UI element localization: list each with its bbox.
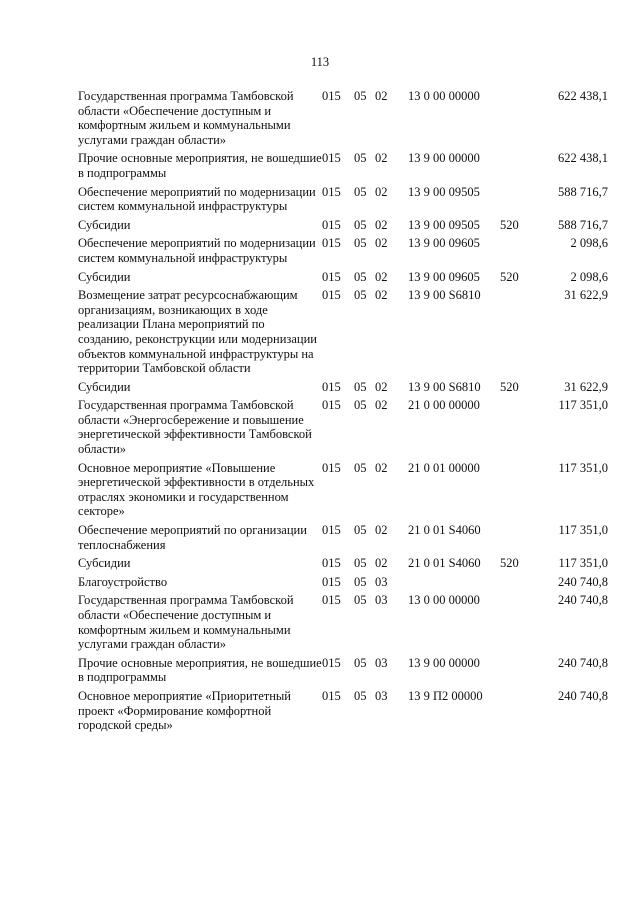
row-grbs-code: 015 [322, 184, 341, 199]
row-amount: 240 740,8 [558, 574, 608, 589]
row-section-code: 05 [354, 89, 367, 103]
row-subsection-code: 02 [375, 556, 388, 571]
row-section-code: 05 [354, 288, 367, 303]
row-name: Субсидии [78, 269, 131, 284]
row-name: Обеспечение мероприятий по модернизации систем коммунальной инфраструктуры [78, 184, 316, 214]
row-grbs-code: 015 [322, 269, 341, 284]
row-amount: 240 740,8 [558, 593, 608, 608]
table-row [78, 593, 608, 655]
row-target-article-code: 13 9 00 S6810 [408, 379, 481, 394]
row-subsection-code: 02 [375, 288, 388, 303]
row-grbs-code: 015 [322, 398, 341, 413]
table-row [78, 236, 608, 269]
row-target-article-code: 13 9 00 S6810 [408, 288, 481, 303]
row-name: Государственная программа Тамбовской области «Обеспечение доступным и комфортным жильем и коммунальными услугами граждан области» [78, 593, 294, 652]
row-amount: 2 098,6 [570, 236, 608, 251]
row-expense-type-code [500, 593, 534, 655]
row-name: Субсидии [78, 556, 131, 571]
row-name: Возмещение затрат ресурсоснабжающим организациям, возникающих в ходе реализации Плана мероприятий по созданию, реконструкции или модернизации объектов коммунальной инфраструктуры на территории Тамбовской области [78, 288, 317, 376]
row-subsection-code: 02 [375, 379, 388, 394]
row-amount: 117 351,0 [558, 398, 608, 413]
row-amount: 31 622,9 [564, 288, 608, 303]
row-subsection-code: 02 [375, 151, 388, 166]
row-subsection-code: 03 [375, 593, 388, 608]
table-row [78, 398, 608, 460]
row-grbs-code: 015 [322, 688, 341, 703]
row-target-article-code: 13 9 00 00000 [408, 655, 480, 670]
row-grbs-code: 015 [322, 655, 341, 670]
row-expense-type-code [500, 288, 534, 380]
row-amount: 117 351,0 [558, 460, 608, 475]
row-grbs-code: 015 [322, 89, 341, 103]
row-section-code: 05 [354, 379, 367, 394]
row-grbs-code: 015 [322, 523, 341, 538]
row-grbs-code: 015 [322, 460, 341, 475]
row-expense-type-code: 520 [500, 269, 519, 284]
row-amount: 2 098,6 [570, 269, 608, 284]
row-name: Благоустройство [78, 574, 168, 589]
row-target-article-code: 21 0 01 S4060 [408, 523, 481, 538]
table-row [78, 288, 608, 380]
row-section-code: 05 [354, 398, 367, 413]
budget-table [78, 89, 608, 737]
row-expense-type-code [500, 236, 534, 269]
row-grbs-code: 015 [322, 217, 341, 232]
row-subsection-code: 03 [375, 655, 388, 670]
row-expense-type-code [500, 398, 534, 460]
table-row [78, 380, 608, 399]
row-name: Прочие основные мероприятия, не вошедшие в подпрограммы [78, 655, 322, 685]
row-target-article-code [408, 575, 500, 594]
table-row [78, 575, 608, 594]
row-grbs-code: 015 [322, 236, 341, 251]
row-section-code: 05 [354, 655, 367, 670]
row-section-code: 05 [354, 217, 367, 232]
row-subsection-code: 02 [375, 217, 388, 232]
row-target-article-code: 13 9 00 09505 [408, 217, 480, 232]
row-section-code: 05 [354, 460, 367, 475]
row-subsection-code: 02 [375, 460, 388, 475]
row-section-code: 05 [354, 151, 367, 166]
table-row [78, 151, 608, 184]
row-expense-type-code [500, 689, 534, 737]
row-grbs-code: 015 [322, 379, 341, 394]
page-number: 113 [310, 55, 330, 69]
row-name: Обеспечение мероприятий по модернизации систем коммунальной инфраструктуры [78, 236, 316, 265]
row-subsection-code: 02 [375, 398, 388, 413]
row-amount: 117 351,0 [558, 523, 608, 538]
row-target-article-code: 21 0 01 00000 [408, 460, 480, 475]
row-amount: 588 716,7 [558, 217, 608, 232]
row-target-article-code: 13 9 00 09605 [408, 236, 480, 251]
row-subsection-code: 02 [375, 269, 388, 284]
row-target-article-code: 13 9 00 09605 [408, 269, 480, 284]
row-amount: 240 740,8 [558, 655, 608, 670]
row-grbs-code: 015 [322, 151, 341, 166]
row-section-code: 05 [354, 236, 367, 251]
row-section-code: 05 [354, 184, 367, 199]
table-row [78, 270, 608, 289]
row-grbs-code: 015 [322, 593, 341, 608]
row-target-article-code: 13 0 00 00000 [408, 89, 480, 103]
row-subsection-code: 02 [375, 184, 388, 199]
row-expense-type-code [500, 185, 534, 218]
row-expense-type-code: 520 [500, 556, 519, 571]
row-name: Основное мероприятие «Повышение энергетической эффективности в отдельных отраслях экономики и государственном секторе» [78, 460, 315, 519]
row-grbs-code: 015 [322, 574, 341, 589]
table-row [78, 656, 608, 689]
row-expense-type-code: 520 [500, 379, 519, 394]
row-expense-type-code [500, 89, 534, 151]
row-target-article-code: 13 9 00 00000 [408, 151, 480, 166]
row-name: Государственная программа Тамбовской области «Обеспечение доступным и комфортным жильем и коммунальными услугами граждан области» [78, 89, 294, 147]
row-target-article-code: 21 0 00 00000 [408, 398, 480, 413]
table-row [78, 556, 608, 575]
row-amount: 588 716,7 [558, 184, 608, 199]
row-expense-type-code [500, 656, 534, 689]
row-name: Государственная программа Тамбовской области «Энергосбережение и повышение энергетической эффективности Тамбовской области» [78, 398, 312, 457]
row-subsection-code: 03 [375, 574, 388, 589]
table-row [78, 185, 608, 218]
row-name: Субсидии [78, 217, 131, 232]
row-section-code: 05 [354, 593, 367, 608]
table-row [78, 89, 608, 151]
row-expense-type-code [500, 523, 534, 556]
row-section-code: 05 [354, 523, 367, 538]
row-subsection-code: 02 [375, 89, 388, 103]
row-name: Прочие основные мероприятия, не вошедшие в подпрограммы [78, 151, 322, 180]
row-name: Обеспечение мероприятий по организации теплоснабжения [78, 523, 307, 552]
row-subsection-code: 03 [375, 688, 388, 703]
row-subsection-code: 02 [375, 236, 388, 251]
row-amount: 622 438,1 [558, 89, 608, 103]
row-amount: 622 438,1 [558, 151, 608, 166]
row-grbs-code: 015 [322, 556, 341, 571]
row-grbs-code: 015 [322, 288, 341, 303]
row-section-code: 05 [354, 556, 367, 571]
row-expense-type-code [500, 461, 534, 523]
row-target-article-code: 21 0 01 S4060 [408, 556, 481, 571]
table-row [78, 523, 608, 556]
row-amount: 117 351,0 [558, 556, 608, 571]
table-row [78, 689, 608, 737]
row-target-article-code: 13 9 00 09505 [408, 184, 480, 199]
row-section-code: 05 [354, 688, 367, 703]
budget-table-body [78, 89, 608, 737]
row-amount: 31 622,9 [564, 379, 608, 394]
row-name: Основное мероприятие «Приоритетный проект «Формирование комфортной городской среды» [78, 688, 292, 733]
row-section-code: 05 [354, 574, 367, 589]
row-expense-type-code [500, 575, 534, 594]
row-amount: 240 740,8 [558, 688, 608, 703]
row-target-article-code: 13 9 П2 00000 [408, 688, 483, 703]
row-subsection-code: 02 [375, 523, 388, 538]
table-row [78, 461, 608, 523]
row-name: Субсидии [78, 379, 131, 394]
row-target-article-code: 13 0 00 00000 [408, 593, 480, 608]
row-expense-type-code: 520 [500, 217, 519, 232]
table-row [78, 218, 608, 237]
row-section-code: 05 [354, 269, 367, 284]
row-expense-type-code [500, 151, 534, 184]
